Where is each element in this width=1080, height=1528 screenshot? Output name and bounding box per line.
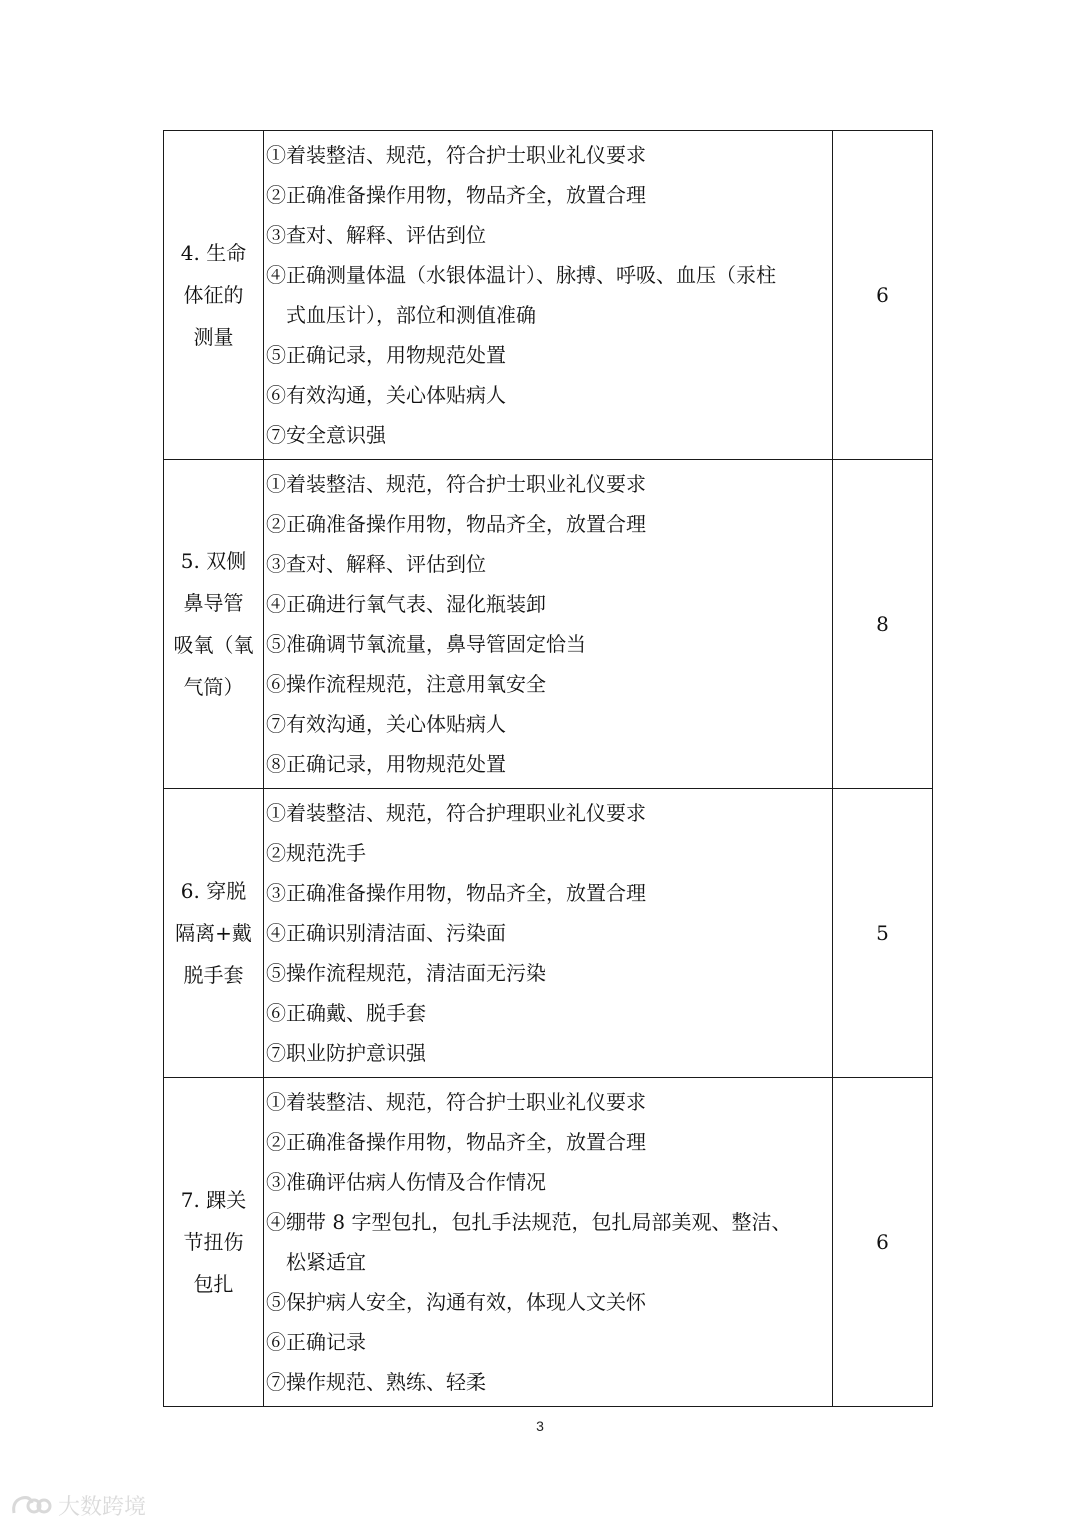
item-name-cell <box>164 789 264 1078</box>
criteria-line: ③准确评估病人伤情及合作情况 <box>266 1170 546 1194</box>
criteria-line: ⑤操作流程规范，清洁面无污染 <box>266 961 546 985</box>
criteria-line: 松紧适宜 <box>286 1250 366 1274</box>
watermark-text: 大数跨境 <box>58 1495 147 1520</box>
criteria-line: ②规范洗手 <box>266 841 366 865</box>
score-cell: 6 <box>833 131 933 460</box>
criteria-line: ②正确准备操作用物，物品齐全，放置合理 <box>266 512 646 536</box>
score-cell: 8 <box>833 460 933 789</box>
table-body <box>164 131 933 1407</box>
criteria-line: ⑦操作规范、熟练、轻柔 <box>266 1370 486 1394</box>
item-name-line: 鼻导管 <box>183 591 244 615</box>
criteria-line: ⑦职业防护意识强 <box>266 1041 426 1065</box>
item-name-line: 隔离+戴 <box>175 921 252 945</box>
item-name-line: 5. 双侧 <box>180 549 247 573</box>
criteria-line: 式血压计），部位和测值准确 <box>286 303 536 327</box>
criteria-line: ⑥正确记录 <box>266 1330 366 1354</box>
item-name-cell <box>164 460 264 789</box>
criteria-line: ④正确测量体温（水银体温计）、脉搏、呼吸、血压（汞柱 <box>266 263 776 287</box>
item-name-line: 测量 <box>193 325 234 349</box>
score-cell: 6 <box>833 1078 933 1407</box>
criteria-line: ⑧正确记录，用物规范处置 <box>266 752 506 776</box>
criteria-line: ③正确准备操作用物，物品齐全，放置合理 <box>266 881 646 905</box>
criteria-line: ①着装整洁、规范，符合护士职业礼仪要求 <box>266 472 646 496</box>
criteria-line: ⑤正确记录，用物规范处置 <box>266 343 506 367</box>
criteria-cell <box>264 131 833 460</box>
page-number: 3 <box>536 1418 544 1434</box>
criteria-line: ④正确识别清洁面、污染面 <box>266 921 506 945</box>
criteria-line: ③查对、解释、评估到位 <box>266 223 486 247</box>
item-name-line: 吸氧（氧 <box>173 633 254 657</box>
watermark <box>10 1490 146 1521</box>
criteria-line: ②正确准备操作用物，物品齐全，放置合理 <box>266 1130 646 1154</box>
criteria-line: ③查对、解释、评估到位 <box>266 552 486 576</box>
criteria-line: ②正确准备操作用物，物品齐全，放置合理 <box>266 183 646 207</box>
criteria-cell <box>264 1078 833 1407</box>
item-name-cell <box>164 131 264 460</box>
table-row <box>164 1078 933 1407</box>
item-name-line: 节扭伤 <box>183 1230 244 1254</box>
criteria-line: ⑦有效沟通，关心体贴病人 <box>266 712 506 736</box>
item-name-line: 体征的 <box>183 283 244 307</box>
criteria-line: ①着装整洁、规范，符合护士职业礼仪要求 <box>266 143 646 167</box>
item-name-line: 6. 穿脱 <box>180 879 247 903</box>
criteria-line: ⑤保护病人安全，沟通有效，体现人文关怀 <box>266 1290 646 1314</box>
item-name-cell <box>164 1078 264 1407</box>
criteria-line: ⑥正确戴、脱手套 <box>266 1001 426 1025</box>
criteria-line: ①着装整洁、规范，符合护士职业礼仪要求 <box>266 1090 646 1114</box>
item-name-line: 脱手套 <box>183 963 244 987</box>
item-name-line: 4. 生命 <box>180 241 247 265</box>
criteria-line: ①着装整洁、规范，符合护理职业礼仪要求 <box>266 801 646 825</box>
criteria-line: ⑥有效沟通，关心体贴病人 <box>266 383 506 407</box>
table-row <box>164 131 933 460</box>
criteria-line: ⑦安全意识强 <box>266 423 386 447</box>
criteria-cell <box>264 789 833 1078</box>
criteria-line: ⑤准确调节氧流量，鼻导管固定恰当 <box>266 632 586 656</box>
criteria-line: ④绷带 8 字型包扎，包扎手法规范，包扎局部美观、整洁、 <box>266 1210 792 1234</box>
score-cell: 5 <box>833 789 933 1078</box>
item-name-line: 7. 踝关 <box>180 1188 247 1212</box>
item-name-line: 气筒） <box>183 675 244 699</box>
criteria-line: ⑥操作流程规范，注意用氧安全 <box>266 672 546 696</box>
table-row <box>164 789 933 1078</box>
item-name-line: 包扎 <box>193 1272 234 1296</box>
criteria-cell <box>264 460 833 789</box>
criteria-line: ④正确进行氧气表、湿化瓶装卸 <box>266 592 546 616</box>
table-row <box>164 460 933 789</box>
assessment-table <box>163 130 933 1407</box>
brand-logo-icon <box>10 1493 52 1519</box>
